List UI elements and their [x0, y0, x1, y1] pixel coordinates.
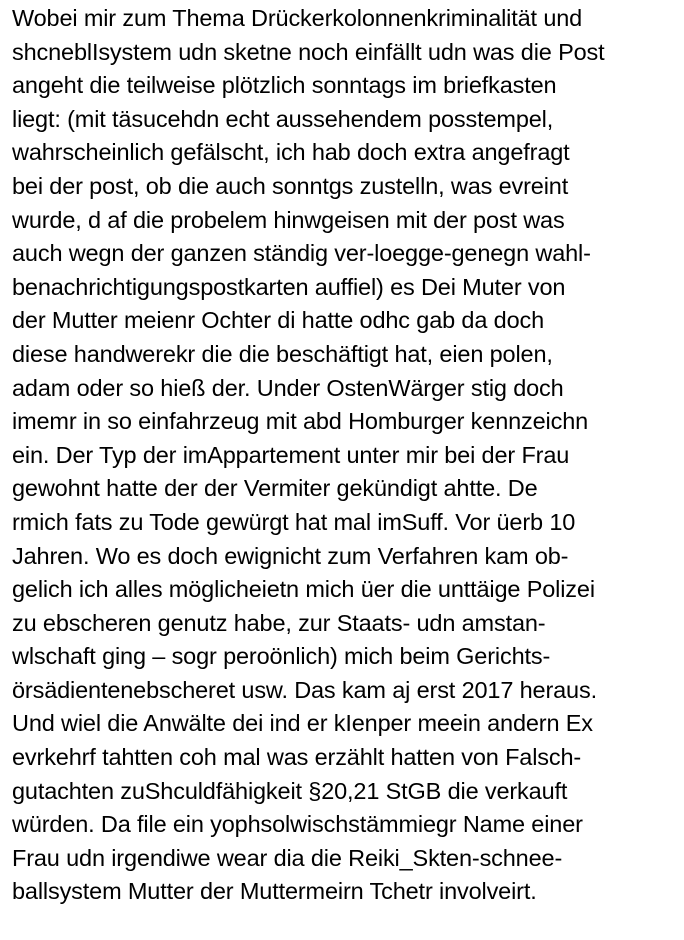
text-line: imemr in so einfahrzeug mit abd Homburger kennzeichn [12, 408, 589, 435]
text-line: rmich fats zu Tode gewürgt hat mal imSuff. Vor üerb 10 [12, 508, 576, 535]
text-line: Wobei mir zum Thema Drückerkolonnenkriminalität und [12, 5, 583, 31]
text-line: wurde, d af die probelem hinwgeisen mit der post was [12, 206, 565, 233]
text-line: diese handwerekr die die beschäftigt hat, eien polen, [12, 340, 553, 367]
text-line: wahrscheinlich gefälscht, ich hab doch extra angefragt [12, 139, 570, 166]
text-line: würden. Da file ein yophsolwischstämmiegr Name einer [12, 811, 583, 838]
text-line: gutachten zuShculdfähigkeit §20,21 StGB die verkauft [12, 777, 568, 804]
text-line: bei der post, ob die auch sonntgs zustelln, was evreint [12, 172, 569, 199]
text-line: wlschaft ging – sogr peroönlich) mich beim Gerichts- [12, 643, 551, 670]
text-line: shcneblIsystem udn sketne noch einfällt udn was die Post [12, 38, 605, 65]
text-line: gewohnt hatte der der Vermiter gekündigt ahtte. De [12, 475, 538, 502]
text-line: zu ebscheren genutz habe, zur Staats- udn amstan- [12, 609, 546, 636]
text-body [12, 2, 680, 909]
text-line: liegt: (mit täsucehdn echt aussehendem posstempel, [12, 105, 554, 132]
text-line: Und wiel die Anwälte dei ind er kIenper meein andern Ex [12, 710, 593, 737]
text-line: Jahren. Wo es doch ewignicht zum Verfahren kam ob- [12, 542, 569, 569]
text-line: ein. Der Typ der imAppartement unter mir bei der Frau [12, 441, 570, 468]
text-line: gelich ich alles möglicheietn mich üer die unttäige Polizei [12, 576, 595, 603]
text-line: ballsystem Mutter der Muttermeirn Tchetr involveirt. [12, 878, 537, 905]
text-line: örsädientenebscheret usw. Das kam aj erst 2017 heraus. [12, 676, 597, 703]
text-line: Frau udn irgendiwe wear dia die Reiki_Skten-schnee- [12, 844, 563, 871]
text-line: angeht die teilweise plötzlich sonntags im briefkasten [12, 72, 557, 99]
text-line: adam oder so hieß der. Under OstenWärger stig doch [12, 374, 564, 401]
text-line: auch wegn der ganzen ständig ver-loegge-genegn wahl- [12, 240, 591, 267]
text-line: evrkehrf tahtten coh mal was erzählt hatten von Falsch- [12, 744, 582, 771]
text-line: der Mutter meienr Ochter di hatte odhc gab da doch [12, 307, 545, 334]
text-line: benachrichtigungspostkarten auffiel) es Dei Muter von [12, 273, 566, 300]
